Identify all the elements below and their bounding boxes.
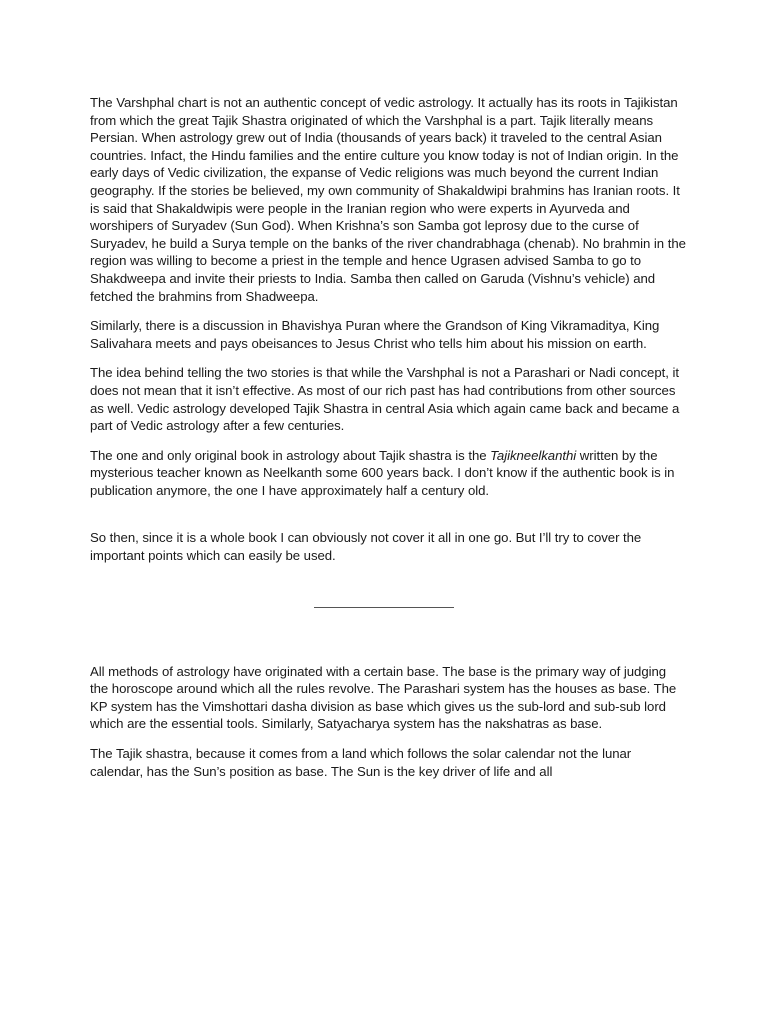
paragraph-two-stories: The idea behind telling the two stories is that while the Varshphal is not a Parashari or Nadi concept, it does not mean that it isn’t effective. As most of our rich past has had contributions from other sources as well. Vedic astrology developed Tajik Shastra in central Asia which again came back and became a part of Vedic astrology after a few centuries.	[90, 365, 680, 434]
paragraph-tajik-sun-base: The Tajik shastra, because it comes from a land which follows the solar calendar not the lunar calendar, has the Sun’s position as base. The Sun is the key driver of life and all	[90, 746, 632, 779]
section-divider	[90, 577, 686, 663]
paragraph-whole-book: So then, since it is a whole book I can obviously not cover it all in one go. But I’ll try to cover the important points which can easily be used.	[90, 530, 642, 564]
paragraph-astrology-base: All methods of astrology have originated with a certain base. The base is the primary way of judging the horoscope around which all the rules revolve. The Parashari system has the houses as base. The KP system has the Vimshottari dasha division as base which gives us the sub-lord and sub-sub lord which are the essential tools. Similarly, Satyacharya system has the nakshatras as base.	[90, 663, 677, 732]
paragraph-tajikneelkanthi-start: The one and only original book in astrology about Tajik shastra is the	[90, 447, 491, 463]
divider-line	[314, 607, 454, 608]
paragraph-spacer	[90, 511, 686, 529]
document-body	[90, 94, 686, 792]
paragraph-bhavishya-puran: Similarly, there is a discussion in Bhavishya Puran where the Grandson of King Vikramaditya, King Salivahara meets and pays obeisances to Jesus Christ who tells him about his mission on earth.	[90, 318, 660, 351]
paragraph-tajikneelkanthi	[90, 447, 686, 500]
paragraph-tajikneelkanthi-end: written by the mysterious teacher known as Neelkanth some 600 years back. I don’t know if the authentic book is in publication anymore, the one I have approximately half a century old.	[90, 447, 675, 498]
book-title: Tajikneelkanthi	[490, 447, 577, 463]
paragraph-varshphal-origin: The Varshphal chart is not an authentic concept of vedic astrology. It actually has its roots in Tajikistan from which the great Tajik Shastra originated of which the Varshphal is a part. Tajik literally means Persian. When astrology grew out of India (thousands of years back) it traveled to the central Asian countries. Infact, the Hindu families and the entire culture you know today is not of Indian origin. In the early days of Vedic civilization, the expanse of Vedic religions was much beyond the current Indian geography. If the stories be believed, my own community of Shakaldwipi brahmins has Iranian roots. It is said that Shakaldwipis were people in the Iranian region who were experts in Ayurveda and worshipers of Suryadev (Sun God). When Krishna’s son Samba got leprosy due to the curse of Suryadev, he build a Surya temple on the banks of the river chandrabhaga (chenab). No brahmin in the region was willing to become a priest in the temple and hence Ugrasen advised Samba to go to Shakdweepa and invite their priests to India. Samba then called on Garuda (Vishnu’s vehicle) and fetched the brahmins from Shadweepa.	[90, 95, 686, 304]
